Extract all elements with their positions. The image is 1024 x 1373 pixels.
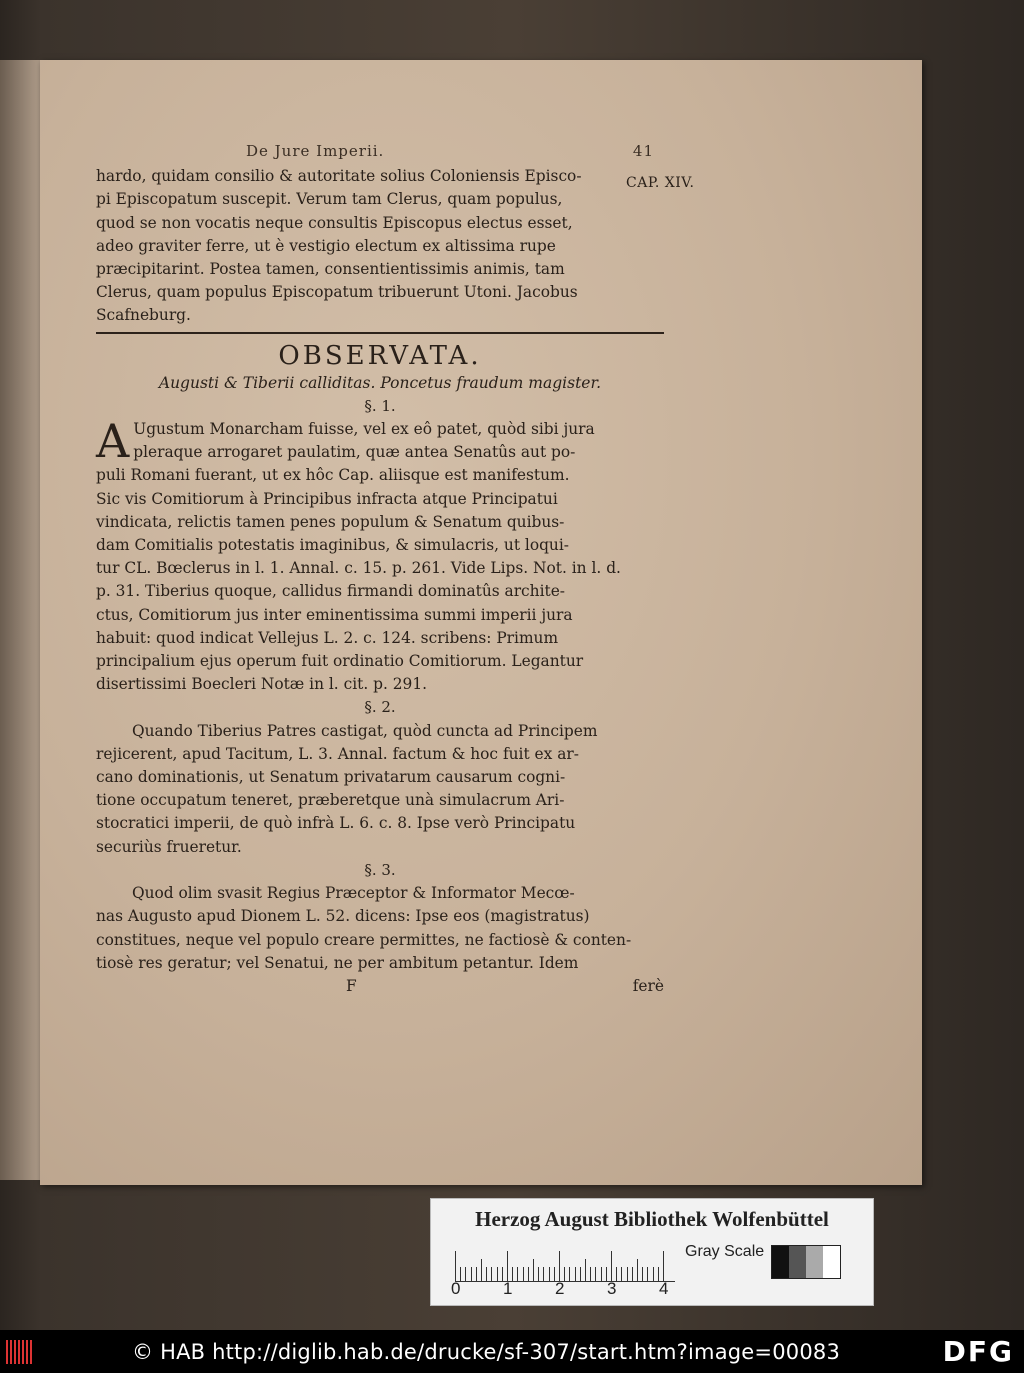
text-line: Scafneburg.	[96, 306, 191, 325]
text-line: ctus, Comitiorum jus inter eminentissima summi imperii jura	[96, 605, 573, 624]
text-line: cano dominationis, ut Senatum privatarum causarum cogni-	[96, 768, 566, 787]
ruler-tick	[590, 1267, 591, 1281]
ruler-tick	[575, 1267, 576, 1281]
ruler-tick	[632, 1267, 633, 1281]
bleed-through-marks	[680, 640, 683, 654]
gray-scale-swatches	[771, 1245, 841, 1279]
ruler-tick	[486, 1267, 487, 1281]
ruler-tick	[538, 1267, 539, 1281]
text-line: Sic vis Comitiorum à Principibus infracta atque Principatui	[96, 489, 558, 508]
ruler-tick	[533, 1259, 534, 1281]
text-line: tiosè res geratur; vel Senatui, ne per ambitum petantur. Idem	[96, 953, 579, 972]
text-line: vindicata, relictis tamen penes populum & Senatum quibus-	[96, 512, 565, 531]
catchword: ferè	[632, 976, 664, 995]
text-line: stocratici imperii, de quò infrà L. 6. c. 8. Ipse verò Principatu	[96, 814, 576, 833]
ruler-tick	[476, 1267, 477, 1281]
text-line: principalium ejus operum fuit ordinatio Comitiorum. Legantur	[96, 652, 584, 671]
text-line: puli Romani fuerant, ut ex hôc Cap. aliisque est manifestum.	[96, 466, 570, 485]
ruler-tick	[637, 1259, 638, 1281]
book-page	[40, 60, 922, 1185]
ruler-tick	[601, 1267, 602, 1281]
text-line: nas Augusto apud Dionem L. 52. dicens: Ipse eos (magistratus)	[96, 907, 590, 926]
drop-cap: A	[96, 414, 130, 469]
library-name: Herzog August Bibliothek Wolfenbüttel	[475, 1207, 829, 1231]
ruler-tick	[559, 1251, 560, 1281]
intro-paragraph	[96, 165, 664, 327]
observata-title: OBSERVATA.	[278, 340, 482, 371]
ruler-tick	[497, 1267, 498, 1281]
ruler-tick	[569, 1267, 570, 1281]
text-line: Clerus, quam populus Episcopatum tribuerunt Utoni. Jacobus	[96, 283, 578, 302]
text-line: rejicerent, apud Tacitum, L. 3. Annal. factum & hoc fuit ex ar-	[96, 744, 579, 763]
text-line: securiùs frueretur.	[96, 837, 242, 856]
ruler-tick	[585, 1259, 586, 1281]
ruler-tick	[621, 1267, 622, 1281]
page-number: 41	[632, 142, 654, 160]
section-number: §. 1.	[364, 396, 396, 415]
text-line: hardo, quidam consilio & autoritate solius Coloniensis Episco-	[96, 167, 582, 186]
section-number: §. 3.	[364, 860, 396, 879]
ruler-tick	[517, 1267, 518, 1281]
ruler-tick	[595, 1267, 596, 1281]
ruler-tick	[663, 1251, 664, 1281]
observata-subtitle: Augusti & Tiberii calliditas. Poncetus fraudum magister.	[158, 373, 602, 392]
gray-swatch	[772, 1246, 789, 1278]
ruler-tick	[491, 1267, 492, 1281]
ruler-tick	[611, 1251, 612, 1281]
viewer-footer	[0, 1330, 1024, 1373]
running-head-title: De Jure Imperii.	[246, 142, 385, 160]
page-footer-line	[96, 975, 664, 998]
text-line: pi Episcopatum suscepit. Verum tam Clerus, quam populus,	[96, 190, 563, 209]
text-line: disertissimi Boecleri Notæ in l. cit. p. 291.	[96, 675, 428, 694]
text-line: p. 31. Tiberius quoque, callidus firmandi dominatûs archite-	[96, 582, 566, 601]
ruler-tick	[549, 1267, 550, 1281]
double-rule	[96, 332, 664, 334]
ruler-tick	[543, 1267, 544, 1281]
ruler-tick	[528, 1267, 529, 1281]
dfg-logo: DFG	[942, 1335, 1014, 1368]
text-line: præcipitarint. Postea tamen, consentientissimis animis, tam	[96, 260, 565, 279]
copyright-url[interactable]: © HAB http://diglib.hab.de/drucke/sf-307/start.htm?image=00083	[132, 1339, 841, 1364]
ruler-tick	[647, 1267, 648, 1281]
ruler-tick	[642, 1267, 643, 1281]
ruler-number: 1	[503, 1279, 513, 1298]
text-line: Quod olim svasit Regius Præceptor & Informator Mecœ-	[132, 884, 575, 903]
hab-logo-icon	[6, 1337, 46, 1367]
ruler-number: 2	[555, 1279, 565, 1298]
text-line: quod se non vocatis neque consultis Episcopus electus esset,	[96, 213, 573, 232]
ruler-number: 3	[607, 1279, 617, 1298]
section-paragraph	[96, 720, 664, 859]
section-number: §. 2.	[364, 698, 396, 717]
text-line: dam Comitialis potestatis imaginibus, & simulacris, ut loqui-	[96, 536, 569, 555]
page-text-block	[96, 140, 664, 998]
text-line: constitues, neque vel populo creare permittes, ne factiosè & conten-	[96, 930, 632, 949]
signature-mark: F	[346, 976, 357, 995]
section-paragraph	[96, 882, 664, 975]
ruler-tick	[465, 1267, 466, 1281]
section-paragraph	[96, 414, 664, 696]
ruler-tick	[481, 1259, 482, 1281]
gray-swatch	[823, 1246, 840, 1278]
gray-scale-label: Gray Scale	[685, 1243, 765, 1260]
gray-swatch	[806, 1246, 823, 1278]
ruler-tick	[455, 1251, 456, 1281]
text-line: tur CL. Bœclerus in l. 1. Annal. c. 15. p. 261. Vide Lips. Not. in l. d.	[96, 559, 621, 578]
text-line: adeo graviter ferre, ut è vestigio electum ex altissima rupe	[96, 236, 556, 255]
text-line: tione occupatum teneret, præberetque unà simulacrum Ari-	[96, 791, 565, 810]
text-line: Ugustum Monarcham fuisse, vel ex eô patet, quòd sibi jura	[133, 420, 595, 439]
ruler-tick	[653, 1267, 654, 1281]
ruler-number: 0	[451, 1279, 461, 1298]
ruler-tick	[471, 1267, 472, 1281]
text-line: pleraque arrogaret paulatim, quæ antea Senatûs aut po-	[133, 443, 576, 462]
text-line: Quando Tiberius Patres castigat, quòd cuncta ad Principem	[132, 721, 598, 740]
ruler-number: 4	[659, 1279, 669, 1298]
ruler-tick	[523, 1267, 524, 1281]
running-head	[96, 140, 664, 163]
text-line: habuit: quod indicat Vellejus L. 2. c. 124. scribens: Primum	[96, 628, 559, 647]
ruler-tick	[580, 1267, 581, 1281]
gray-swatch	[789, 1246, 806, 1278]
observata-sections	[96, 395, 664, 975]
margin-note: CAP. XIV.	[626, 175, 695, 191]
color-calibration-bar	[430, 1198, 874, 1306]
scale-ruler	[455, 1247, 675, 1282]
ruler-tick	[507, 1251, 508, 1281]
ruler-tick	[627, 1267, 628, 1281]
